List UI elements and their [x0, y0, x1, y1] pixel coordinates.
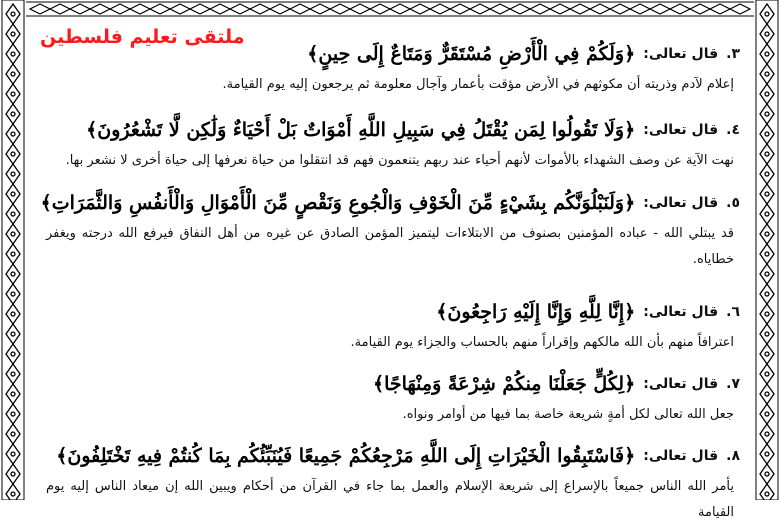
- right-border-ornament: [754, 0, 780, 500]
- item-number: ٧.: [726, 376, 740, 392]
- said-label: قال تعالى:: [643, 376, 719, 392]
- item-number: ٥.: [726, 195, 740, 211]
- top-border-ornament: [0, 0, 780, 18]
- verse-item: [40, 438, 740, 526]
- quran-verse: ﴿لِكُلٍّ جَعَلْنَا مِنكُمْ شِرْعَةً وَمِنْهَاجًا﴾: [372, 373, 636, 395]
- item-number: ٣.: [726, 46, 740, 62]
- verse-line: [40, 36, 740, 72]
- quran-verse: ﴿فَاسْتَبِقُوا الْخَيْرَاتِ إِلَى اللَّهِ مَرْجِعُكُمْ جَمِيعًا فَيُنَبِّئُكُم بِمَا كُنتُمْ فِيهِ تَخْتَلِفُونَ﴾: [56, 445, 636, 467]
- verse-line: [40, 112, 740, 148]
- document-page: [40, 18, 740, 520]
- verse-item: [40, 36, 740, 98]
- verse-explanation: إعلام لآدم وذريته أن مكوثهم في الأرض مؤقت بأعمار وآجال معلومة ثم يرجعون إليه يوم القيامة.: [222, 77, 734, 92]
- verse-item: [40, 294, 740, 356]
- verse-explanation: اعترافاً منهم بأن الله مالكهم وإقراراً منهم بالحساب والجزاء يوم القيامة.: [350, 335, 734, 350]
- verse-line: [40, 366, 740, 402]
- verse-explanation: جعل الله تعالى لكل أمةٍ شريعة خاصة بما فيها من أوامر ونواه.: [402, 407, 734, 422]
- brand-logo-text: ملتقى تعليم فلسطين: [40, 26, 245, 48]
- said-label: قال تعالى:: [643, 122, 719, 138]
- item-number: ٤.: [726, 122, 740, 138]
- verse-line: [40, 185, 740, 221]
- item-number: ٨.: [726, 448, 740, 464]
- verse-explanation: نهت الآية عن وصف الشهداء بالأموات لأنهم أحياء عند ربهم يتنعمون فهم قد انتقلوا من حياة نعرفها إلى حياة أخرى لا نشعر بها.: [65, 153, 734, 168]
- said-label: قال تعالى:: [643, 46, 719, 62]
- verse-explanation: يأمر الله الناس جميعاً بالإسراع إلى شريعة الإسلام والعمل بما جاء في القرآن من أحكام ويبين الله إن ميعاد الناس إليه يوم القيامة: [46, 479, 734, 520]
- quran-verse: ﴿وَلَا تَقُولُوا لِمَن يُقْتَلُ فِي سَبِيلِ اللَّهِ أَمْوَاتٌ بَلْ أَحْيَاءٌ وَلَٰكِن لَّا تَشْعُرُونَ﴾: [86, 119, 636, 141]
- quran-verse: ﴿وَلَكُمْ فِي الْأَرْضِ مُسْتَقَرٌّ وَمَتَاعٌ إِلَى حِينٍ﴾: [307, 43, 636, 65]
- quran-verse: ﴿وَلَنَبْلُوَنَّكُم بِشَيْءٍ مِّنَ الْخَوْفِ وَالْجُوعِ وَنَقْصٍ مِّنَ الْأَمْوَالِ وَالْأَنفُسِ وَالثَّمَرَاتِ﴾: [40, 192, 636, 214]
- verse-line: [40, 438, 740, 474]
- said-label: قال تعالى:: [643, 448, 719, 464]
- verse-line: [40, 294, 740, 330]
- verse-item: [40, 366, 740, 428]
- verse-explanation: قد يبتلي الله - عباده المؤمنين بصنوف من الابتلاءات ليتميز المؤمن الصادق عن غيره من أهل النفاق فيرفع الله درجته ويغفر خطاياه.: [46, 226, 734, 267]
- item-number: ٦.: [726, 304, 740, 320]
- said-label: قال تعالى:: [643, 195, 719, 211]
- left-border-ornament: [0, 0, 26, 500]
- verse-item: [40, 112, 740, 174]
- verse-item: [40, 185, 740, 273]
- quran-verse: ﴿إِنَّا لِلَّهِ وَإِنَّا إِلَيْهِ رَاجِعُونَ﴾: [436, 301, 636, 323]
- said-label: قال تعالى:: [643, 304, 719, 320]
